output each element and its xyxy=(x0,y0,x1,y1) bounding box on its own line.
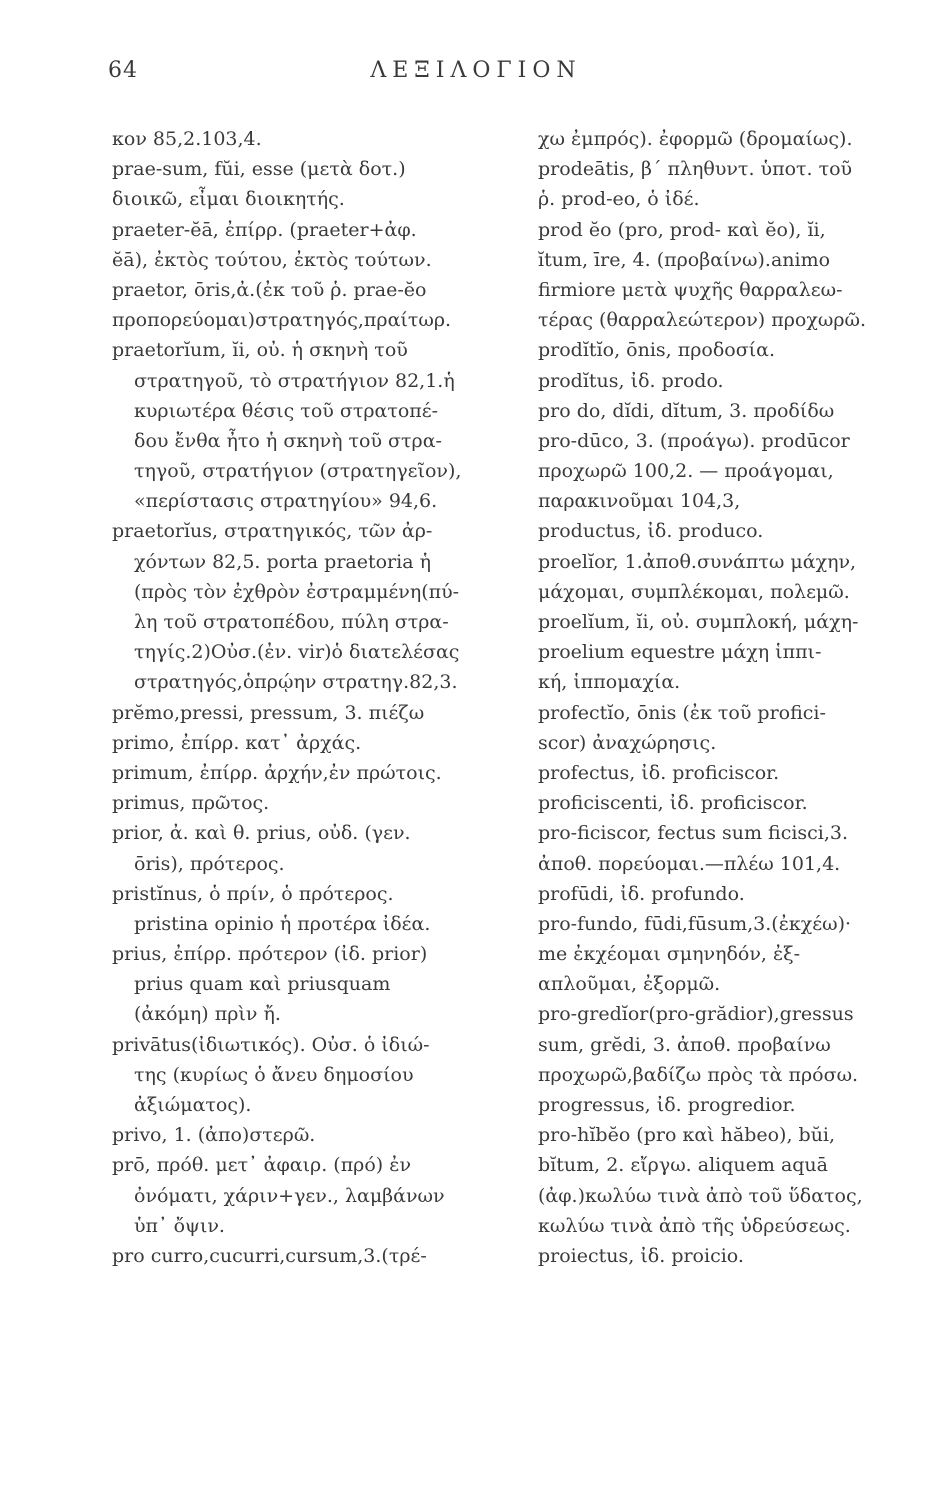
dictionary-line: τέρας (θαρραλεώτερον) προχωρῶ. xyxy=(538,309,867,332)
dictionary-line: ἀποθ. πορεύομαι.—πλέω 101,4. xyxy=(538,852,841,875)
dictionary-line: prior, ἀ. καὶ θ. prius, οὐδ. (γεν. xyxy=(112,822,411,845)
dictionary-line: privātus(ἰδιωτικός). Οὐσ. ὁ ἰδιώ- xyxy=(112,1033,430,1056)
dictionary-line: prius, ἐπίρρ. πρότερον (ἰδ. prior) xyxy=(112,943,428,966)
dictionary-line: ὀνόματι, χάριν+γεν., λαμβάνων xyxy=(134,1184,445,1207)
dictionary-line: προχωρῶ,βαδίζω πρὸς τὰ πρόσω. xyxy=(538,1063,859,1086)
dictionary-line: praetorĭus, στρατηγικός, τῶν ἀρ- xyxy=(112,520,433,543)
dictionary-line: primus, πρῶτος. xyxy=(112,792,270,815)
dictionary-line: κον 85,2.103,4. xyxy=(112,128,262,150)
dictionary-line: firmiore μετὰ ψυχῆς θαρραλεω- xyxy=(538,278,843,301)
dictionary-line: παρακινοῦμαι 104,3, xyxy=(538,490,741,513)
dictionary-line: primum, ἐπίρρ. ἀρχήν,ἐν πρώτοις. xyxy=(112,761,442,784)
dictionary-line: pro-hĭbĕo (pro καὶ hăbeo), bŭi, xyxy=(538,1124,836,1147)
dictionary-line: κή, ἱππομαχία. xyxy=(538,671,681,694)
dictionary-line: prius quam καὶ priusquam xyxy=(134,973,391,996)
dictionary-line: progressus, ἰδ. progredior. xyxy=(538,1094,796,1116)
dictionary-line: prĕmo,pressi, pressum, 3. πιέζω xyxy=(112,701,425,724)
dictionary-line: ὑπ᾽ ὄψιν. xyxy=(134,1214,225,1237)
dictionary-line: ἀξιώματος). xyxy=(134,1094,252,1116)
dictionary-line: στρατηγός,ὁπρῴην στρατηγ.82,3. xyxy=(134,671,458,694)
dictionary-line: sum, grĕdi, 3. ἀποθ. προβαίνω xyxy=(538,1033,831,1056)
dictionary-line: me ἐκχέομαι σμηνηδόν, ἐξ- xyxy=(538,943,801,966)
right-column xyxy=(538,124,948,1271)
dictionary-line: privo, 1. (ἀπο)στερῶ. xyxy=(112,1124,316,1147)
dictionary-line: proelĭum, ĭi, οὐ. συμπλοκή, μάχη- xyxy=(538,611,859,633)
dictionary-line: pro-dūco, 3. (προάγω). prodūcor xyxy=(538,429,850,452)
dictionary-line: της (κυρίως ὁ ἄνευ δημοσίου xyxy=(134,1063,414,1086)
dictionary-line: pro-gredĭor(pro-grădior),gressus xyxy=(538,1003,854,1026)
dictionary-line: pro do, dĭdi, dĭtum, 3. προδίδω xyxy=(538,399,835,422)
left-column xyxy=(112,124,532,1271)
dictionary-line: prod ĕo (pro, prod- καὶ ĕo), ĭi, xyxy=(538,218,826,241)
dictionary-line: (ἀφ.)κωλύω τινὰ ἀπὸ τοῦ ὕδατος, xyxy=(538,1184,863,1207)
dictionary-line: productus, ἰδ. produco. xyxy=(538,520,764,543)
dictionary-line: praetor, ōris,ἀ.(ἐκ τοῦ ῥ. prae-ĕo xyxy=(112,278,427,301)
dictionary-line: τηγοῦ, στρατήγιον (στρατηγεῖον), xyxy=(134,460,462,483)
dictionary-line: απλοῦμαι, ἐξορμῶ. xyxy=(538,973,721,996)
dictionary-line: (ἀκόμη) πρὶν ἤ. xyxy=(134,1003,281,1026)
dictionary-line: κυριωτέρα θέσις τοῦ στρατοπέ- xyxy=(134,399,439,422)
dictionary-line: δου ἔνθα ἦτο ἡ σκηνὴ τοῦ στρα- xyxy=(134,429,442,452)
dictionary-line: prodeātis, β΄ πληθυντ. ὑποτ. τοῦ xyxy=(538,158,853,181)
dictionary-line: proiectus, ἰδ. proicio. xyxy=(538,1244,744,1267)
dictionary-line: προπορεύομαι)στρατηγός,πραίτωρ. xyxy=(112,309,452,332)
dictionary-line: profectus, ἰδ. proficiscor. xyxy=(538,761,780,784)
dictionary-line: pristĭnus, ὁ πρίν, ὁ πρότερος. xyxy=(112,882,394,905)
dictionary-line: praeter-ĕā, ἐπίρρ. (praeter+ἀφ. xyxy=(112,218,417,241)
dictionary-line: praetorĭum, ĭi, οὐ. ἡ σκηνὴ τοῦ xyxy=(112,339,408,362)
dictionary-line: ōris), πρότερος. xyxy=(134,852,285,875)
dictionary-line: στρατηγοῦ, τὸ στρατήγιον 82,1.ἡ xyxy=(134,369,455,392)
dictionary-line: prodĭtus, ἰδ. prodo. xyxy=(538,369,724,392)
dictionary-line: κωλύω τινὰ ἀπὸ τῆς ὑδρεύσεως. xyxy=(538,1214,851,1237)
dictionary-line: profectĭo, ōnis (ἐκ τοῦ profici- xyxy=(538,701,826,724)
dictionary-line: χόντων 82,5. porta praetoria ἡ xyxy=(134,550,431,573)
dictionary-line: pristina opinio ἡ προτέρα ἰδέα. xyxy=(134,912,431,935)
dictionary-line: pro curro,cucurri,cursum,3.(τρέ- xyxy=(112,1244,427,1267)
dictionary-line: prae-sum, fŭi, esse (μετὰ δοτ.) xyxy=(112,158,406,181)
dictionary-line: proelĭor, 1.ἀποθ.συνάπτω μάχην, xyxy=(538,550,857,573)
dictionary-line: (πρὸς τὸν ἐχθρὸν ἐστραμμένη(πύ- xyxy=(134,580,460,603)
dictionary-line: bĭtum, 2. εἴργω. aliquem aquā xyxy=(538,1154,829,1177)
dictionary-line: primo, ἐπίρρ. κατ᾽ ἀρχάς. xyxy=(112,731,362,754)
dictionary-line: proelium equestre μάχη ἱππι- xyxy=(538,641,822,664)
dictionary-line: χω ἐμπρός). ἐφορμῶ (δρομαίως). xyxy=(538,128,853,150)
page-header xyxy=(0,58,952,98)
dictionary-line: διοικῶ, εἶμαι διοικητής. xyxy=(112,188,345,211)
dictionary-line: pro-fundo, fūdi,fūsum,3.(ἐκχέω)· xyxy=(538,912,852,935)
dictionary-line: profūdi, ἰδ. profundo. xyxy=(538,882,745,905)
dictionary-line: ῥ. prod-eo, ὁ ἰδέ. xyxy=(538,188,700,211)
dictionary-line: proficiscenti, ἰδ. proficiscor. xyxy=(538,792,808,815)
dictionary-line: τηγίς.2)Οὐσ.(ἐν. vir)ὁ διατελέσας xyxy=(134,641,460,664)
dictionary-line: προχωρῶ 100,2. — προάγομαι, xyxy=(538,460,834,483)
dictionary-line: prō, πρόθ. μετ᾽ ἀφαιρ. (πρό) ἐν xyxy=(112,1154,411,1177)
dictionary-line: pro-ficiscor, fectus sum ficisci,3. xyxy=(538,822,849,845)
dictionary-line: prodĭtĭo, ōnis, προδοσία. xyxy=(538,339,775,362)
running-title: ΛΕΞΙΛΟΓΙΟΝ xyxy=(370,58,582,83)
page-number: 64 xyxy=(108,58,138,83)
dictionary-line: ĕā), ἐκτὸς τούτου, ἐκτὸς τούτων. xyxy=(112,248,432,271)
dictionary-line: ĭtum, īre, 4. (προβαίνω).animo xyxy=(538,248,831,271)
dictionary-line: λη τοῦ στρατοπέδου, πύλη στρα- xyxy=(134,611,449,633)
dictionary-line: scor) ἀναχώρησις. xyxy=(538,731,717,754)
dictionary-line: «περίστασις στρατηγίου» 94,6. xyxy=(134,490,438,513)
dictionary-line: μάχομαι, συμπλέκομαι, πολεμῶ. xyxy=(538,580,850,603)
